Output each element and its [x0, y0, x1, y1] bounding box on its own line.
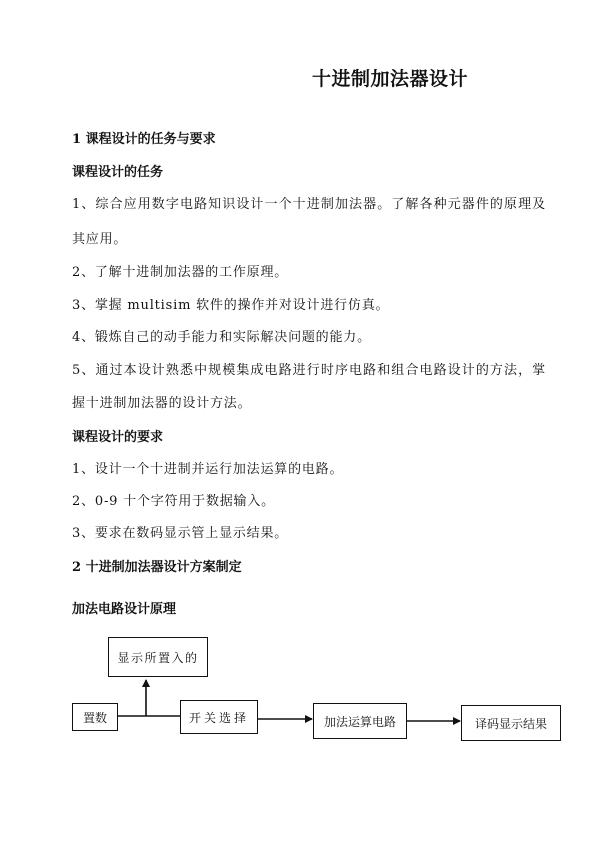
requirement-item-2: 2、0-9 十个字符用于数据输入。 — [72, 494, 275, 509]
page-title: 十进制加法器设计 — [312, 68, 469, 90]
task-item-1-line-1: 1、综合应用数字电路知识设计一个十进制加法器。了解各种元器件的原理及 — [72, 197, 546, 212]
adder-circuit-box: 加法运算电路 — [313, 703, 407, 739]
decode-display-box: 译码显示结果 — [461, 705, 561, 741]
set-number-box: 置数 — [72, 703, 118, 731]
task-item-3: 3、掌握 multisim 软件的操作并对设计进行仿真。 — [72, 298, 390, 313]
requirement-item-1: 1、设计一个十进制并运行加法运算的电路。 — [72, 462, 344, 477]
task-item-4: 4、锻炼自己的动手能力和实际解决问题的能力。 — [72, 330, 371, 345]
requirements-heading: 课程设计的要求 — [72, 430, 164, 445]
principle-heading: 加法电路设计原理 — [72, 602, 177, 617]
section-2-heading: 2 十进制加法器设计方案制定 — [72, 560, 242, 575]
tasks-heading: 课程设计的任务 — [72, 165, 164, 180]
switch-select-box: 开关选择 — [180, 700, 258, 734]
task-item-5-line-2: 握十进制加法器的设计方法。 — [72, 396, 252, 411]
task-item-2: 2、了解十进制加法器的工作原理。 — [72, 265, 289, 280]
section-1-heading: 1 课程设计的任务与要求 — [72, 132, 216, 147]
display-input-box: 显示所置入的 — [108, 637, 208, 677]
requirement-item-3: 3、要求在数码显示管上显示结果。 — [72, 526, 289, 541]
task-item-5-line-1: 5、通过本设计熟悉中规模集成电路进行时序电路和组合电路设计的方法，掌 — [72, 363, 546, 378]
task-item-1-line-2: 其应用。 — [72, 232, 128, 247]
